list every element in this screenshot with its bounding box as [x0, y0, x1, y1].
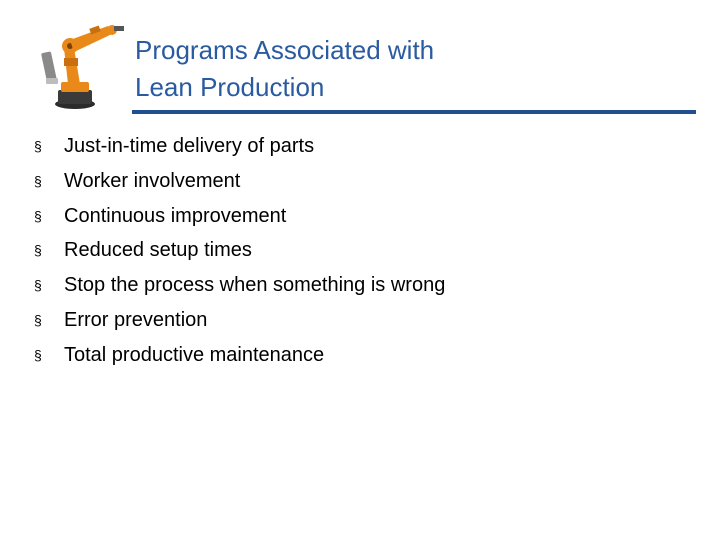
- bullet-marker: §: [34, 172, 42, 189]
- list-item: [34, 199, 445, 234]
- industrial-robot-arm-icon: [30, 18, 130, 113]
- bullet-marker: §: [34, 138, 42, 154]
- list-item: [34, 164, 445, 199]
- list-item: [34, 338, 445, 373]
- list-item: [34, 233, 445, 268]
- list-item-text: Continuous improvement: [64, 204, 287, 227]
- list-item: [34, 268, 445, 303]
- bullet-marker: §: [34, 311, 42, 328]
- list-item: [34, 303, 445, 338]
- bullet-marker: §: [34, 346, 42, 363]
- list-item-text: Error prevention: [64, 308, 208, 331]
- list-item-text: Worker involvement: [64, 169, 241, 192]
- list-item-text: Just-in-time delivery of parts: [64, 135, 315, 157]
- list-item-text: Total productive maintenance: [64, 343, 325, 366]
- bullet-marker: §: [34, 242, 42, 259]
- list-item: [34, 129, 445, 164]
- slide-title-line-2: Lean Production: [135, 72, 325, 102]
- bullet-marker: §: [34, 277, 42, 294]
- list-item-text: Reduced setup times: [64, 239, 252, 262]
- list-item-text: Stop the process when something is wrong: [64, 274, 446, 297]
- title-underline: [132, 110, 696, 114]
- slide-title: [135, 32, 434, 106]
- bullet-list: [34, 129, 445, 373]
- slide-title-line-1: Programs Associated with: [135, 35, 435, 65]
- bullet-marker: §: [34, 207, 42, 224]
